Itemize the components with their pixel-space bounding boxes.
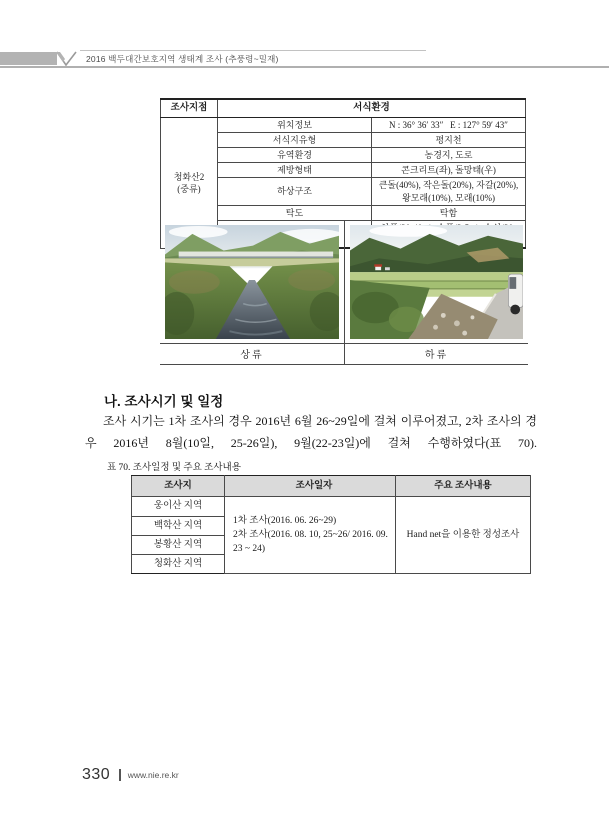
schedule-table-header-row xyxy=(132,476,531,497)
row-label: 위치정보 xyxy=(218,117,372,132)
row-value: 탁함 xyxy=(372,205,526,220)
col-header-site: 조사지 xyxy=(132,476,225,497)
longitude-value: E : 127° 59′ 43″ xyxy=(450,119,508,130)
header-chevron-icon xyxy=(56,50,80,67)
survey-dates-line1: 1차 조사(2016. 06. 26~29) xyxy=(233,515,337,526)
downstream-photo-illustration xyxy=(350,225,523,339)
upstream-photo xyxy=(160,221,344,343)
row-value: 콘크리트(좌), 돌망태(우) xyxy=(372,163,526,178)
row-value: 평지천 xyxy=(372,132,526,147)
section-paragraph: 조사 시기는 1차 조사의 경우 2016년 6월 26~29일에 걸쳐 이루어졌고, 2차 조사의 경우 2016년 8월(10일, 25-26일), 9월(22-23일)에 걸쳐 수행하였다(표 70). xyxy=(85,414,537,450)
row-label: 서식지유형 xyxy=(218,132,372,147)
latitude-value: N : 36° 36′ 33″ xyxy=(389,119,444,130)
downstream-photo-column xyxy=(344,221,528,364)
col-header-date: 조사일자 xyxy=(225,476,396,497)
site-photo-block xyxy=(160,221,528,365)
section-heading: 나. 조사시기 및 일정 xyxy=(104,394,224,409)
upstream-caption: 상류 xyxy=(160,343,344,364)
survey-dates-cell xyxy=(225,497,396,574)
footer-divider xyxy=(119,769,121,781)
site-cell: 봉황산 지역 xyxy=(132,535,225,554)
habitat-table-header-row xyxy=(161,99,526,117)
row-label: 유역환경 xyxy=(218,148,372,163)
upstream-photo-column xyxy=(160,221,344,364)
upstream-photo-illustration xyxy=(165,225,339,339)
row-value: 큰돌(40%), 작은돌(20%), 자갈(20%), 왕모래(10%), 모래(10%) xyxy=(372,178,526,205)
table-row xyxy=(161,117,526,132)
row-value-location xyxy=(372,117,526,132)
row-value: 농경지, 도로 xyxy=(372,148,526,163)
header-bar-decoration xyxy=(0,52,57,65)
page-footer xyxy=(82,766,179,784)
page-number: 330 xyxy=(82,766,111,783)
header-bottom-rule xyxy=(0,66,609,68)
schedule-table-caption: 표 70. 조사일정 및 주요 조사내용 xyxy=(107,463,241,473)
table-row xyxy=(132,497,531,516)
site-name: 청화산2 xyxy=(173,171,205,182)
habitat-col-env-header: 서식환경 xyxy=(218,99,526,117)
row-label: 탁도 xyxy=(218,205,372,220)
downstream-caption: 하류 xyxy=(345,343,528,364)
col-header-content: 주요 조사내용 xyxy=(396,476,531,497)
row-label: 하상구조 xyxy=(218,178,372,205)
survey-content-cell: Hand net을 이용한 정성조사 xyxy=(396,497,531,574)
downstream-photo xyxy=(345,221,528,343)
site-cell: 청화산 지역 xyxy=(132,555,225,574)
row-label: 제방형태 xyxy=(218,163,372,178)
site-subname: (중류) xyxy=(177,183,201,194)
header-top-rule xyxy=(80,50,426,51)
site-cell: 웅이산 지역 xyxy=(132,497,225,516)
survey-dates-line2: 2차 조사(2016. 08. 10, 25~26/ 2016. 09. 23 ~ 24) xyxy=(233,530,388,555)
habitat-col-site-header: 조사지점 xyxy=(161,99,218,117)
footer-site-url: www.nie.re.kr xyxy=(127,770,179,780)
running-header-title: 2016 백두대간보호지역 생태계 조사 (추풍령~밀재) xyxy=(86,54,279,64)
site-cell: 백학산 지역 xyxy=(132,516,225,535)
schedule-table xyxy=(131,475,531,574)
